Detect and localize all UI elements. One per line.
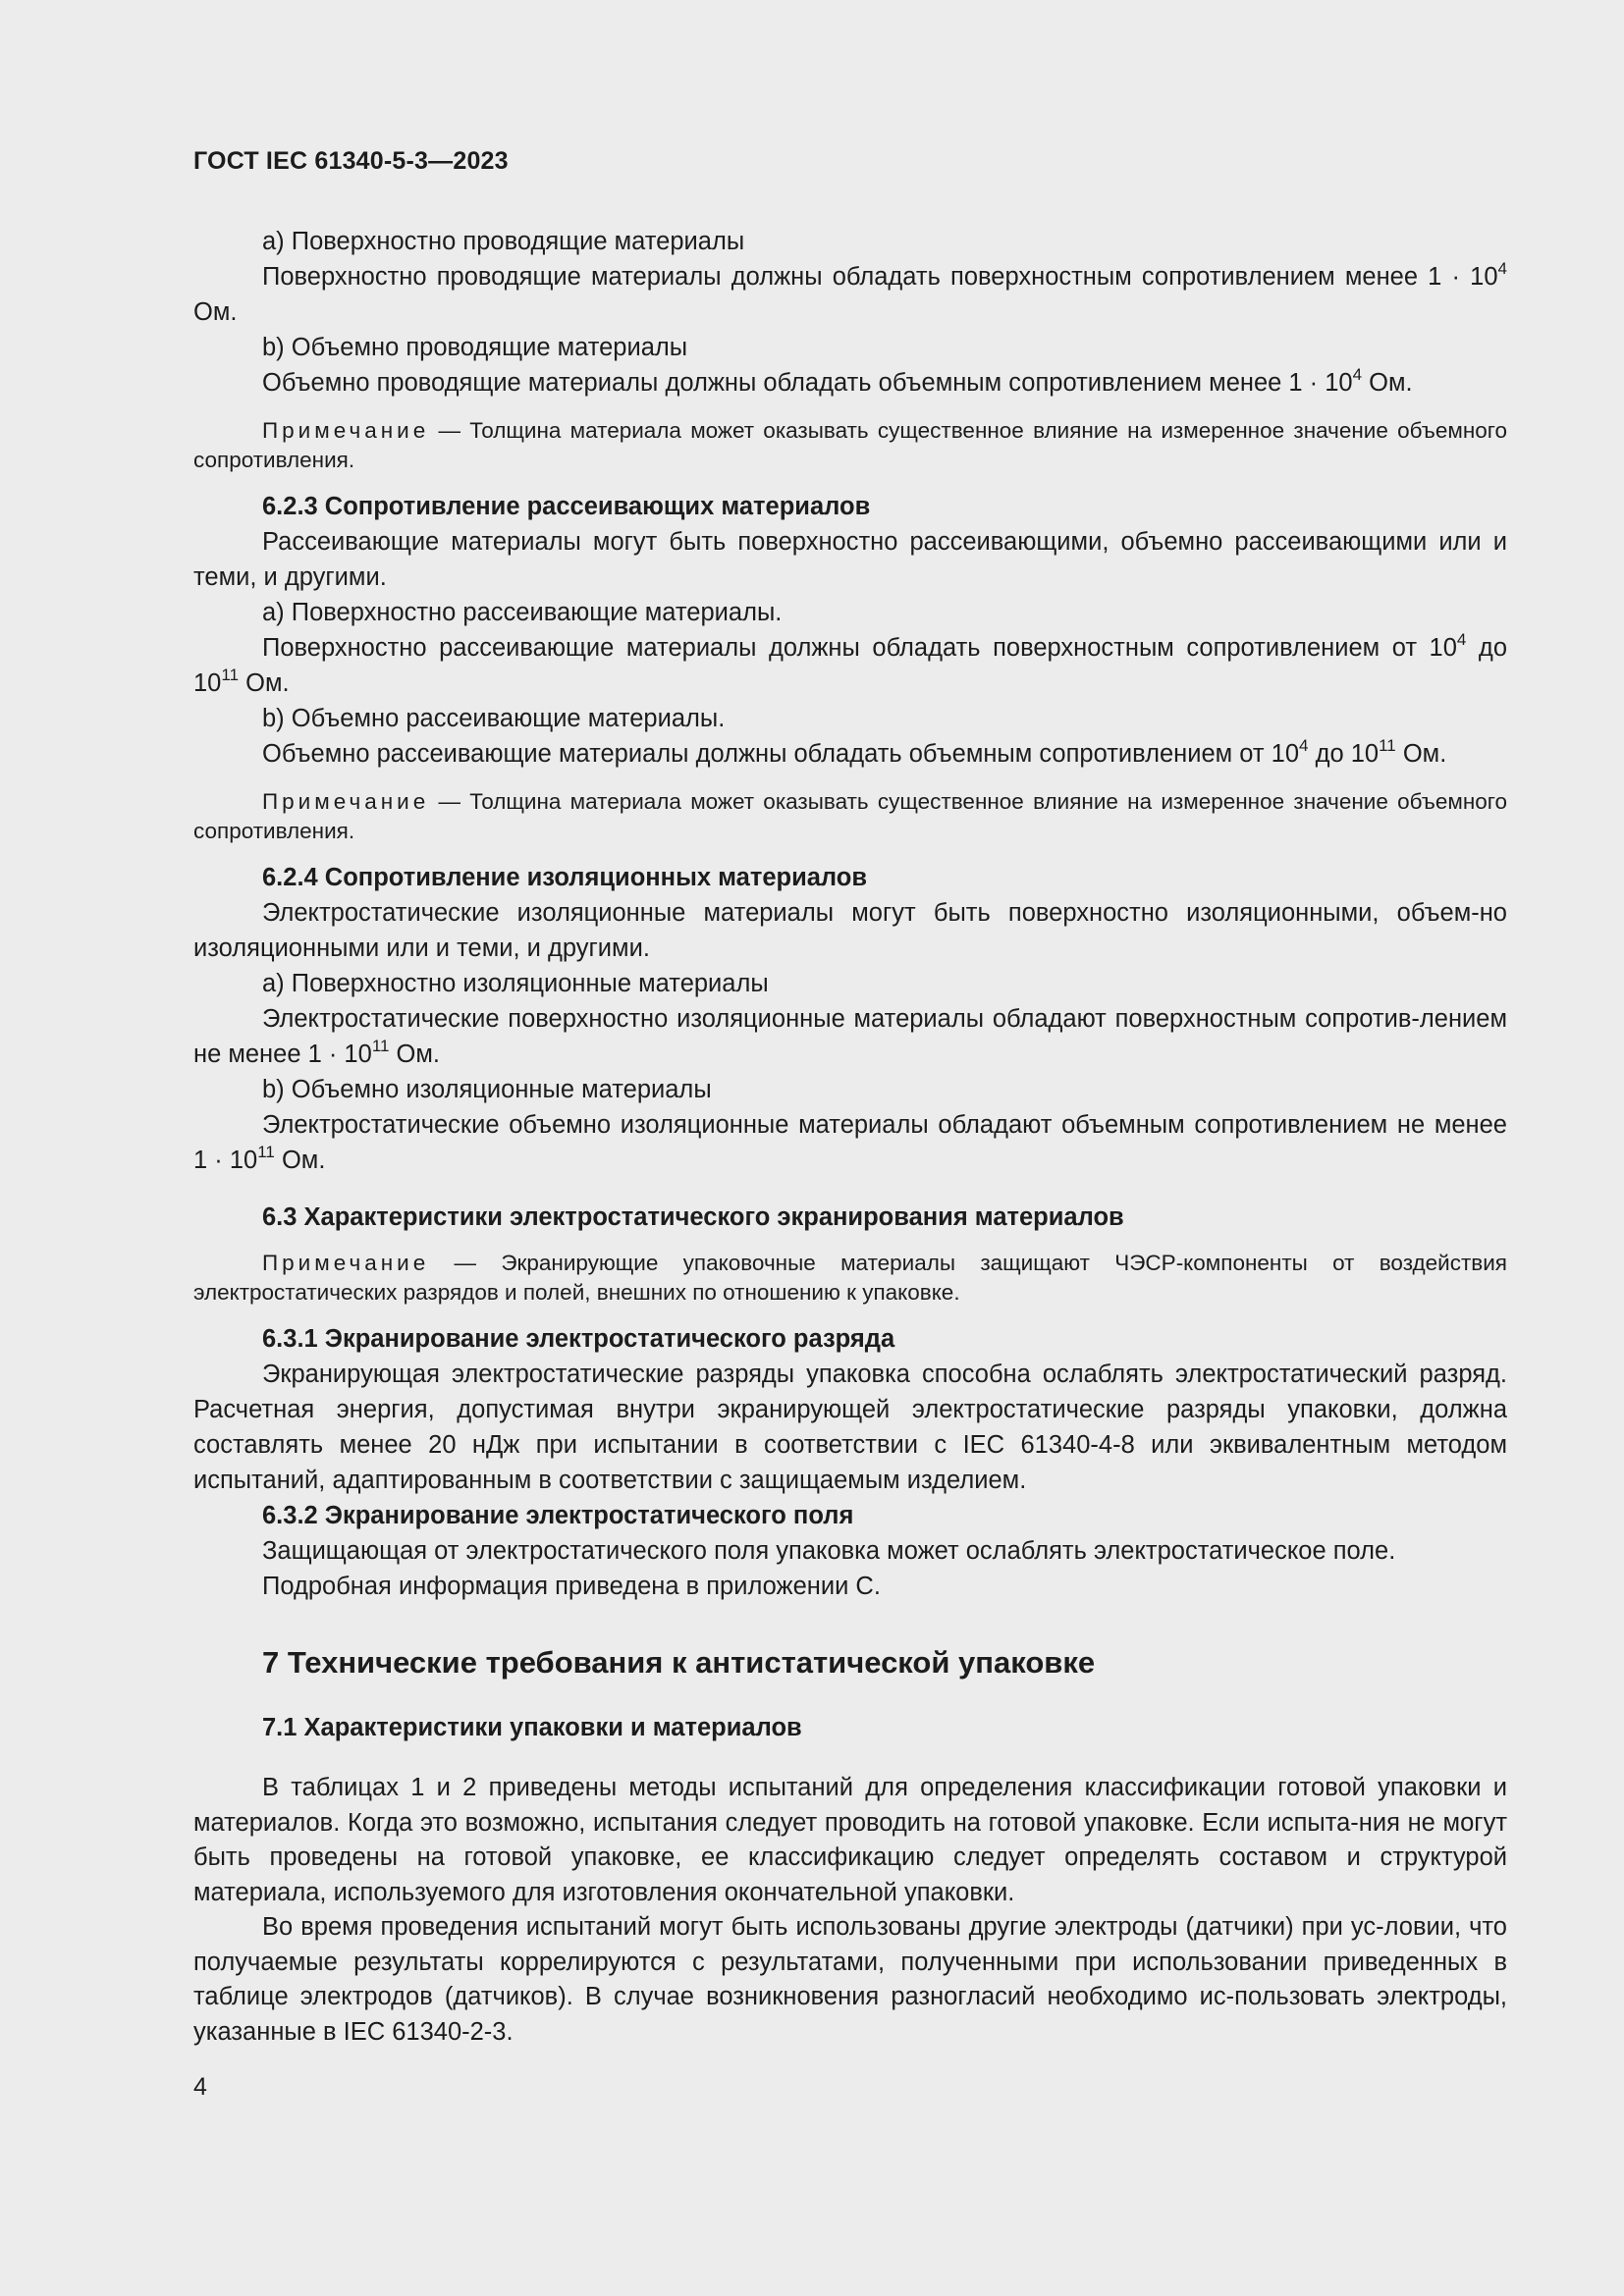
section-heading: 6.2.4 Сопротивление изоляционных материалов bbox=[262, 864, 868, 891]
paragraph: Экранирующая электростатические разряды упаковка способна ослаблять электростатический разряд. Расчетная энергия, допустимая внутри экранирующей электростатические разряды упаковки, должна составлять менее 20 нДж при испытании в соответствии с IEC 61340-4-8 или эквивалентным методом испытаний, адаптированным в соответствии с защищаемым изделием. bbox=[193, 1361, 1507, 1494]
note: Примечание — Толщина материала может оказывать существенное влияние на измеренное значение объемного сопротивления. bbox=[193, 789, 1507, 843]
paragraph: Электростатические поверхностно изоляционные материалы обладают поверхностным сопротив-лением не менее $1 \cdot 10^{11}$ Ом. bbox=[193, 1005, 1507, 1068]
paragraph: Во время проведения испытаний могут быть использованы другие электроды (датчики) при ус-ловии, что получаемые результаты коррелируются с результатами, полученными при использовании приведенных в таблице электродов (датчиков). В случае возникновения разногласий необходимо ис-пользовать электроды, указанные в IEC 61340-2-3. bbox=[193, 1913, 1507, 2046]
note: Примечание — Толщина материала может оказывать существенное влияние на измеренное значение объемного сопротивления. bbox=[193, 418, 1507, 472]
list-item: b) Объемно изоляционные материалы bbox=[262, 1076, 712, 1103]
list-item: а) Поверхностно проводящие материалы bbox=[262, 228, 745, 255]
document-header: ГОСТ IEC 61340-5-3—2023 bbox=[193, 147, 509, 175]
list-item: b) Объемно рассеивающие материалы. bbox=[262, 705, 726, 732]
list-item: b) Объемно проводящие материалы bbox=[262, 334, 688, 361]
section-heading: 6.3.1 Экранирование электростатического разряда bbox=[262, 1325, 895, 1353]
section-heading: 6.3.2 Экранирование электростатического поля bbox=[262, 1502, 854, 1529]
page-number: 4 bbox=[193, 2073, 207, 2101]
paragraph: Электростатические изоляционные материалы могут быть поверхностно изоляционными, объем-но изоляционными или и теми, и другими. bbox=[193, 899, 1507, 962]
paragraph: Поверхностно рассеивающие материалы должны обладать поверхностным сопротивлением от $10^4$ до $10^{11}$ Ом. bbox=[193, 630, 1507, 697]
note: Примечание — Экранирующие упаковочные материалы защищают ЧЭСР-компоненты от воздействия электростатических разрядов и полей, внешних по отношению к упаковке. bbox=[193, 1251, 1507, 1305]
paragraph: Объемно проводящие материалы должны обладать объемным сопротивлением менее $1 \cdot 10^4$ Ом. bbox=[262, 365, 1413, 397]
list-item: а) Поверхностно изоляционные материалы bbox=[262, 970, 769, 997]
section-heading: 6.3 Характеристики электростатического экранирования материалов bbox=[262, 1203, 1124, 1231]
paragraph: Поверхностно проводящие материалы должны обладать поверхностным сопротивлением менее $1 \cdot 10^4$ Ом. bbox=[193, 259, 1507, 326]
section-heading: 7.1 Характеристики упаковки и материалов bbox=[262, 1714, 802, 1741]
paragraph: Объемно рассеивающие материалы должны обладать объемным сопротивлением от $10^4$ до $10^{11}$ Ом. bbox=[262, 736, 1447, 768]
paragraph: Защищающая от электростатического поля упаковка может ослаблять электростатическое поле. bbox=[262, 1537, 1396, 1565]
paragraph: Электростатические объемно изоляционные материалы обладают объемным сопротивлением не менее $1 \cdot 10^{11}$ Ом. bbox=[193, 1111, 1507, 1174]
paragraph: Подробная информация приведена в приложении С. bbox=[262, 1573, 881, 1600]
paragraph: В таблицах 1 и 2 приведены методы испытаний для определения классификации готовой упаковки и материалов. Когда это возможно, испытания следует проводить на готовой упаковке. Если испыта-ния не могут быть проведены на готовой упаковке, ее классификацию следует определять составом и структурой материала, используемого для изготовления окончательной упаковки. bbox=[193, 1774, 1507, 1906]
paragraph: Рассеивающие материалы могут быть поверхностно рассеивающими, объемно рассеивающими или и теми, и другими. bbox=[193, 528, 1507, 591]
chapter-heading: 7 Технические требования к антистатической упаковке bbox=[262, 1645, 1096, 1680]
section-heading: 6.2.3 Сопротивление рассеивающих материалов bbox=[262, 493, 871, 520]
list-item: а) Поверхностно рассеивающие материалы. bbox=[262, 599, 783, 626]
document-body bbox=[193, 224, 1507, 2050]
